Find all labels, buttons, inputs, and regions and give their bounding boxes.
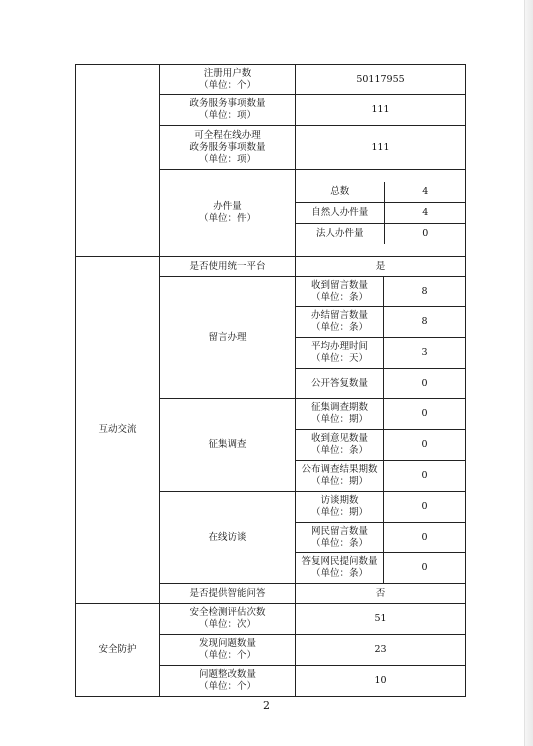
netizen-msgs-label: 网民留言数量 （单位：条） bbox=[296, 523, 384, 553]
assessments-value: 51 bbox=[296, 604, 466, 635]
table-row bbox=[76, 65, 466, 95]
statistics-table bbox=[75, 64, 466, 697]
interview-sessions-label: 访谈期数 （单位：期） bbox=[296, 492, 384, 523]
netizen-msgs-value: 0 bbox=[384, 523, 466, 553]
cases-label: 办件量 （单位：件） bbox=[160, 170, 296, 257]
interview-label: 在线访谈 bbox=[160, 492, 296, 584]
cases-natural-value: 4 bbox=[384, 202, 466, 223]
answers-value: 0 bbox=[384, 553, 466, 584]
security-section-label: 安全防护 bbox=[76, 604, 160, 697]
table-row bbox=[76, 257, 466, 277]
avg-time-label: 平均办理时间 （单位：天） bbox=[296, 338, 384, 369]
survey-published-value: 0 bbox=[384, 461, 466, 492]
avg-time-value: 3 bbox=[384, 338, 466, 369]
messages-label: 留言办理 bbox=[160, 277, 296, 399]
cases-total-value: 4 bbox=[384, 182, 466, 202]
registered-users-value: 50117955 bbox=[296, 65, 466, 95]
unified-platform-label: 是否使用统一平台 bbox=[160, 257, 296, 277]
interview-sessions-value: 0 bbox=[384, 492, 466, 523]
survey-published-label: 公布调查结果期数 （单位：期） bbox=[296, 461, 384, 492]
survey-issues-label: 征集调查期数 （单位：期） bbox=[296, 399, 384, 430]
cases-subtable bbox=[296, 182, 466, 244]
section-cell-blank bbox=[76, 65, 160, 257]
messages-received-value: 8 bbox=[384, 277, 466, 307]
issues-fixed-label: 问题整改数量 （单位：个） bbox=[160, 666, 296, 697]
page-edge bbox=[524, 0, 533, 746]
table-row bbox=[76, 604, 466, 635]
answers-label: 答复网民提问数量 （单位：条） bbox=[296, 553, 384, 584]
cases-total-label: 总数 bbox=[296, 182, 384, 202]
messages-handled-label: 办结留言数量 （单位：条） bbox=[296, 307, 384, 338]
smart-qa-value: 否 bbox=[296, 584, 466, 604]
cases-legal-label: 法人办件量 bbox=[296, 223, 384, 244]
messages-handled-value: 8 bbox=[384, 307, 466, 338]
issues-found-label: 发现问题数量 （单位：个） bbox=[160, 635, 296, 666]
page-number: 2 bbox=[263, 699, 270, 712]
messages-received-label: 收到留言数量 （单位：条） bbox=[296, 277, 384, 307]
unified-platform-value: 是 bbox=[296, 257, 466, 277]
public-replies-value: 0 bbox=[384, 369, 466, 399]
service-items-label: 政务服务事项数量 （单位：项） bbox=[160, 95, 296, 126]
issues-found-value: 23 bbox=[296, 635, 466, 666]
smart-qa-label: 是否提供智能问答 bbox=[160, 584, 296, 604]
opinions-value: 0 bbox=[384, 430, 466, 461]
cases-legal-value: 0 bbox=[384, 223, 466, 244]
survey-label: 征集调查 bbox=[160, 399, 296, 492]
assessments-label: 安全检测评估次数 （单位：次） bbox=[160, 604, 296, 635]
online-items-value: 111 bbox=[296, 126, 466, 170]
survey-issues-value: 0 bbox=[384, 399, 466, 430]
cases-subtable-cell bbox=[296, 170, 466, 257]
issues-fixed-value: 10 bbox=[296, 666, 466, 697]
registered-users-label: 注册用户数 （单位：个） bbox=[160, 65, 296, 95]
online-items-label: 可全程在线办理 政务服务事项数量 （单位：项） bbox=[160, 126, 296, 170]
public-replies-label: 公开答复数量 bbox=[296, 369, 384, 399]
cases-natural-label: 自然人办件量 bbox=[296, 202, 384, 223]
opinions-label: 收到意见数量 （单位：条） bbox=[296, 430, 384, 461]
service-items-value: 111 bbox=[296, 95, 466, 126]
interaction-section-label: 互动交流 bbox=[76, 257, 160, 604]
